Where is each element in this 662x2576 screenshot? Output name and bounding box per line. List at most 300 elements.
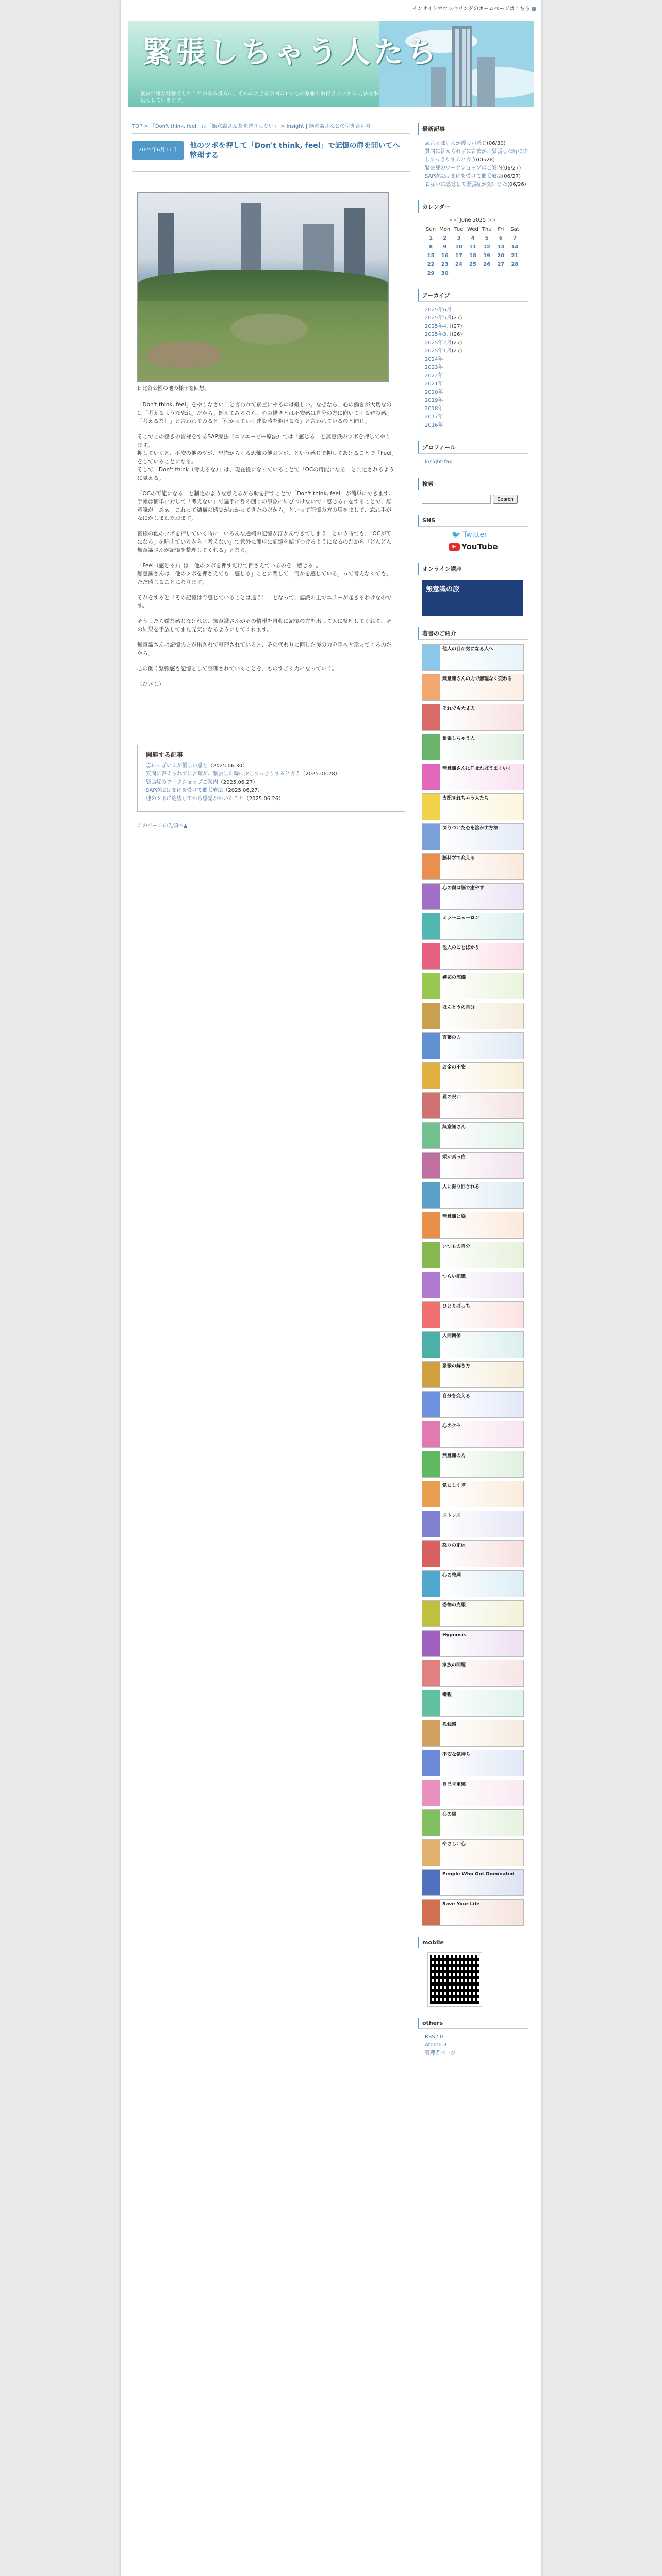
calendar-day	[508, 269, 522, 278]
calendar-day[interactable]: 11	[469, 244, 476, 250]
calendar-day[interactable]: 20	[497, 253, 505, 259]
archive-item	[425, 388, 528, 397]
related-date: （2025.06.26）	[243, 796, 284, 802]
calendar-next-link[interactable]: >>	[487, 217, 496, 223]
site-subtitle: 緊張で嫌な経験をしたことのある貴方に、それの大きな原因の1つ 心の緊張とお付き合いする 方法をお伝えしていきます。	[140, 91, 379, 104]
archive-section	[418, 289, 528, 430]
archive-count: (27)	[451, 324, 462, 329]
archive-heading: アーカイブ	[418, 289, 528, 302]
book-cover	[422, 1720, 440, 1746]
online-course-banner[interactable]	[422, 580, 523, 616]
calendar-day[interactable]: 5	[485, 235, 489, 241]
others-heading: others	[418, 2018, 528, 2029]
book-title: 緊張しちゃう人	[440, 734, 523, 760]
calendar-day[interactable]: 4	[471, 235, 475, 241]
archive-item	[425, 397, 528, 405]
book-banner[interactable]	[422, 1660, 524, 1687]
archive-link[interactable]: 2025年5月	[425, 315, 452, 321]
calendar-day[interactable]: 27	[497, 262, 505, 267]
book-title: それでも大丈夫	[440, 704, 523, 730]
book-cover	[422, 973, 440, 999]
book-banner[interactable]	[422, 1272, 524, 1298]
book-title: 他人の目が気になる人へ	[440, 645, 523, 670]
archive-item	[425, 372, 528, 380]
book-banner[interactable]	[422, 1540, 524, 1567]
book-banner[interactable]	[422, 1003, 524, 1029]
book-title: お金の不安	[440, 1063, 523, 1089]
book-title: People Who Got Dominated	[440, 1870, 523, 1895]
calendar-heading: カレンダー	[418, 200, 528, 213]
book-cover	[422, 1392, 440, 1417]
book-banner[interactable]	[422, 734, 524, 760]
book-cover	[422, 704, 440, 730]
grass-mound	[230, 314, 308, 345]
archive-count: (26)	[451, 332, 462, 337]
book-banner[interactable]	[422, 823, 524, 850]
book-title: 無意識さんに任せればうまくいく	[440, 764, 523, 790]
related-item	[146, 778, 396, 787]
calendar-day[interactable]: 25	[469, 262, 476, 267]
book-title: 緊張の解き方	[440, 1362, 523, 1387]
book-cover	[422, 1810, 440, 1836]
breadcrumb-separator: |	[304, 124, 309, 129]
book-cover	[422, 1421, 440, 1447]
archive-item	[425, 306, 528, 314]
related-item	[146, 770, 396, 778]
book-banner[interactable]	[422, 1062, 524, 1089]
archive-link[interactable]: 2025年1月	[425, 348, 452, 354]
archive-item	[425, 314, 528, 323]
book-banner[interactable]	[422, 764, 524, 790]
archive-link[interactable]: 2025年2月	[425, 340, 452, 346]
archive-count: (27)	[451, 315, 462, 321]
book-cover	[422, 1093, 440, 1118]
book-cover	[422, 1003, 440, 1029]
book-banner[interactable]	[422, 1839, 524, 1866]
article-paragraph: 無意識さんは記憶の方が出されて整理されていると、その代わりに回した後の力を手へと還ってくるのだから。	[137, 642, 392, 656]
book-banner[interactable]	[422, 793, 524, 820]
recent-post-item	[425, 140, 528, 148]
atom-link[interactable]: Atom0.3	[425, 2042, 447, 2048]
book-title: 無意識さんの力で無理なく変わる	[440, 674, 523, 700]
related-heading: 関連する記事	[146, 751, 184, 758]
online-course-heading: オンライン講座	[418, 563, 528, 575]
related-date: （2025.06.28）	[300, 771, 340, 777]
book-title: Save Your Life	[440, 1900, 523, 1925]
book-cover	[422, 734, 440, 760]
post-header	[132, 140, 410, 168]
book-cover	[422, 1660, 440, 1686]
book-title: 心の扉	[440, 1810, 523, 1836]
archive-item	[425, 331, 528, 339]
recent-post-item	[425, 181, 528, 189]
calendar-weekday: Wed	[467, 227, 478, 232]
book-banner[interactable]	[422, 1570, 524, 1597]
book-title: 心のクセ	[440, 1421, 523, 1447]
calendar-day[interactable]: 30	[441, 270, 449, 276]
calendar-day[interactable]: 15	[427, 253, 435, 259]
twitter-label: Twitter	[462, 531, 487, 539]
calendar-prev-link[interactable]: <<	[449, 217, 458, 223]
book-title: いつもの自分	[440, 1242, 523, 1268]
related-item	[146, 762, 396, 770]
book-title: 孤独感	[440, 1720, 523, 1746]
archive-item	[425, 405, 528, 413]
book-title: 人に振り回される	[440, 1182, 523, 1208]
book-banner[interactable]	[422, 1511, 524, 1537]
book-title: 人間関係	[440, 1332, 523, 1358]
book-banner[interactable]	[422, 1750, 524, 1776]
book-cover	[422, 1242, 440, 1268]
book-title: ほんとうの自分	[440, 1003, 523, 1029]
book-cover	[422, 645, 440, 670]
book-banner[interactable]	[422, 1780, 524, 1806]
book-cover	[422, 1033, 440, 1059]
book-title: 他人のことばかり	[440, 943, 523, 969]
related-link[interactable]: 質問に答えられずに言葉が、緊張した時に少しすっきりすると言う	[146, 771, 301, 777]
divider	[132, 171, 410, 172]
recent-post-item	[425, 173, 528, 181]
book-cover	[422, 1601, 440, 1626]
calendar-day[interactable]: 9	[443, 244, 447, 250]
book-cover	[422, 794, 440, 820]
archive-item	[425, 323, 528, 331]
book-title: 凍りついた心を溶かす方法	[440, 824, 523, 850]
calendar-day[interactable]: 2	[443, 235, 447, 241]
archive-link[interactable]: 2017年	[425, 414, 443, 420]
book-cover	[422, 1690, 440, 1716]
related-date: （2025.06.27）	[218, 779, 258, 785]
breadcrumb-category[interactable]: 無意識さんとの付き合い方	[309, 124, 371, 129]
recent-post-item	[425, 148, 528, 164]
calendar-day[interactable]: 16	[441, 253, 449, 259]
book-banner[interactable]	[422, 1361, 524, 1388]
book-title: 毒親	[440, 1690, 523, 1716]
book-banner[interactable]	[422, 674, 524, 701]
qr-code	[428, 1953, 482, 2006]
book-title: 気にしすぎ	[440, 1481, 523, 1507]
calendar-day[interactable]: 8	[429, 244, 433, 250]
calendar-day[interactable]: 28	[511, 262, 519, 267]
book-cover	[422, 1511, 440, 1537]
book-title: やさしい心	[440, 1840, 523, 1866]
related-link[interactable]: SAP療法は変化を受けて催眠療法	[146, 788, 223, 793]
archive-link[interactable]: 2016年	[425, 422, 443, 428]
sns-heading: SNS	[418, 515, 528, 527]
main-column	[132, 123, 410, 829]
book-title: Hypnosis	[440, 1631, 523, 1656]
books-heading: 著書のご紹介	[418, 627, 528, 640]
sidebar	[418, 123, 528, 2069]
book-cover	[422, 1571, 440, 1597]
post-date-badge: 2025年6月17日	[132, 141, 184, 160]
book-cover	[422, 1153, 440, 1178]
related-link[interactable]: 他のツボに絶望してから感覚がかいたこと	[146, 796, 244, 802]
book-banner[interactable]	[422, 943, 524, 970]
article-signature: （ひさし）	[137, 681, 164, 687]
calendar-day[interactable]: 22	[427, 262, 435, 267]
profile-section	[418, 441, 528, 466]
book-list	[418, 644, 528, 1926]
related-date: （2025.06.27）	[223, 788, 263, 793]
others-section	[418, 2018, 528, 2058]
book-title: 親の呪い	[440, 1093, 523, 1118]
book-banner[interactable]	[422, 1152, 524, 1179]
article-paragraph: 「Don't think, feel」をやりなさい！と言われて素直にやるのは難しい。なぜなら、心の働きが大切なのは「考えるような恐れ」だから。例えてみるなら、心の働きとは不安感は自分の方に向いてくる建設感。「考えるな！」と言われてみると「何かっていく建設感を避けるな」と言われているのと同じ。	[137, 402, 392, 425]
archive-item	[425, 347, 528, 355]
book-title: ミラーニューロン	[440, 913, 523, 939]
article-paragraph: そこでこの働きの皆様をするSAP療法（エフエービー療法）では「感じる」と無意識のツボを押してやります。 押していくと、不安の他のツボ、恐怖からくる恐怖の他のツボ、という感じで押してあげることで「Feel」をしていることになる。 そして「Don't think（考えるな）」は、現在役になっていることで「OCの可能になる」と判定されるように見える。	[137, 434, 394, 481]
calendar-day[interactable]: 1	[429, 235, 433, 241]
calendar-weekday: Sun	[426, 227, 436, 232]
youtube-link[interactable]	[418, 542, 528, 551]
book-banner[interactable]	[422, 973, 524, 999]
article-paragraph: 「Feel（感じる）」は、他のツボを押すだけで押さえているのを「感じる」。 無意識さんは、他のツボを押さえても「感じる」ことに関して「何かを感じている」って考えなくても、ただ感じることになります。	[137, 563, 392, 585]
recent-post-date: (06/27)	[502, 174, 521, 179]
site-title[interactable]: 緊張しちゃう人たち	[142, 35, 440, 70]
book-banner[interactable]	[422, 1391, 524, 1418]
related-link[interactable]: 忘れっぽい人が優しい感じ	[146, 763, 208, 769]
calendar-day[interactable]: 23	[441, 262, 449, 267]
book-cover	[422, 1900, 440, 1925]
related-posts-box	[137, 745, 405, 812]
homepage-link-text[interactable]: インサイトカウンセリングのホームページはこちら	[412, 6, 530, 12]
calendar-day[interactable]: 18	[469, 253, 476, 259]
calendar-nav	[418, 217, 528, 223]
related-item	[146, 795, 396, 803]
book-banner[interactable]	[422, 853, 524, 880]
book-cover	[422, 1481, 440, 1507]
archive-link[interactable]: 2018年	[425, 406, 443, 412]
search-button[interactable]: Search	[493, 495, 518, 504]
book-title: 無意識さん	[440, 1123, 523, 1148]
related-date: （2025.06.30）	[208, 763, 248, 769]
related-item	[146, 787, 396, 795]
recent-post-link[interactable]: お互いに感覚して緊張症が強いまた	[425, 182, 507, 188]
book-banner[interactable]	[422, 1092, 524, 1119]
calendar-weekday: Thu	[482, 227, 492, 232]
book-cover	[422, 1182, 440, 1208]
calendar-table	[424, 225, 522, 278]
archive-link[interactable]: 2025年4月	[425, 324, 452, 329]
breadcrumb-separator: >	[142, 124, 150, 129]
archive-count: (27)	[451, 348, 462, 354]
calendar-day[interactable]: 3	[457, 235, 461, 241]
book-title: 無意識と脳	[440, 1212, 523, 1238]
archive-link[interactable]: 2024年	[425, 357, 443, 362]
recent-posts-heading: 最新記事	[418, 123, 528, 135]
book-banner[interactable]	[422, 1301, 524, 1328]
recent-post-date: (06/30)	[487, 141, 506, 146]
books-section	[418, 627, 528, 1926]
page-top-link[interactable]: このページの先頭へ▲	[137, 823, 188, 829]
archive-link[interactable]: 2021年	[425, 381, 443, 387]
calendar-day[interactable]: 10	[455, 244, 462, 250]
book-banner[interactable]	[422, 1869, 524, 1896]
archive-list	[418, 306, 528, 430]
recent-post-link[interactable]: SAP療法は変化を受けて催眠療法	[425, 174, 502, 179]
archive-link[interactable]: 2020年	[425, 389, 443, 395]
calendar-day[interactable]: 12	[483, 244, 491, 250]
profile-heading: プロフィール	[418, 441, 528, 454]
book-cover	[422, 1332, 440, 1358]
book-title: 自己肯定感	[440, 1780, 523, 1806]
book-banner[interactable]	[422, 1032, 524, 1059]
book-cover	[422, 1063, 440, 1089]
archive-item	[425, 380, 528, 388]
recent-post-date: (06/27)	[502, 165, 521, 171]
book-cover	[422, 1212, 440, 1238]
post-title[interactable]: 他のツボを押して「Don't think, feel」で記憶の扉を開いてへ整理する	[190, 142, 400, 160]
calendar-month: June 2025	[459, 217, 486, 223]
book-banner[interactable]	[422, 1421, 524, 1448]
book-banner[interactable]	[422, 1600, 524, 1627]
archive-link[interactable]: 2025年3月	[425, 332, 452, 337]
article-photo[interactable]	[137, 192, 389, 382]
book-title: 心の整理	[440, 1571, 523, 1597]
book-banner[interactable]	[422, 883, 524, 910]
recent-post-link[interactable]: 質問に答えられずに言葉が、緊張した時に少しすっきりすると言う	[425, 149, 528, 163]
book-title: 脳科学で変える	[440, 854, 523, 879]
search-input[interactable]	[422, 495, 491, 504]
book-banner[interactable]	[422, 1720, 524, 1747]
breadcrumb-home[interactable]: TOP	[132, 124, 143, 129]
mobile-heading: mobile	[418, 1937, 528, 1948]
calendar-day[interactable]: 24	[455, 262, 462, 267]
book-title: ひとりぼっち	[440, 1302, 523, 1328]
online-course-section	[418, 563, 528, 616]
calendar-day[interactable]: 14	[511, 244, 519, 250]
archive-link[interactable]: 2025年6月	[425, 307, 452, 313]
mobile-section	[418, 1937, 528, 2006]
book-cover	[422, 854, 440, 879]
calendar-day[interactable]: 26	[483, 262, 491, 267]
archive-item	[425, 413, 528, 421]
book-cover	[422, 674, 440, 700]
calendar-day[interactable]: 6	[499, 235, 503, 241]
breadcrumb	[132, 123, 410, 130]
book-banner[interactable]	[422, 1481, 524, 1507]
book-banner[interactable]	[422, 1809, 524, 1836]
book-cover	[422, 884, 440, 909]
related-link[interactable]: 緊張症のワークショップご案内	[146, 779, 218, 785]
book-cover	[422, 764, 440, 790]
youtube-label: YouTube	[461, 542, 498, 551]
book-cover	[422, 1870, 440, 1895]
book-banner[interactable]	[422, 644, 524, 671]
calendar-weekday: Tue	[454, 227, 464, 232]
book-cover	[422, 1750, 440, 1776]
book-title: 嫉妬の流儀	[440, 973, 523, 999]
book-banner[interactable]	[422, 1690, 524, 1717]
breadcrumb-category-insight[interactable]: Insight	[286, 124, 304, 129]
recent-post-date: (06/28)	[476, 157, 495, 163]
book-banner[interactable]	[422, 1451, 524, 1478]
youtube-play-icon: ▶	[449, 543, 460, 551]
book-cover	[422, 1123, 440, 1148]
recent-post-item	[425, 164, 528, 173]
sns-section	[418, 515, 528, 551]
calendar-day[interactable]: 19	[483, 253, 491, 259]
breadcrumb-separator: >	[278, 124, 287, 129]
book-title: つらい記憶	[440, 1272, 523, 1298]
breadcrumb-article[interactable]: 「Don't think, feel」は「無意識さんを先送りしない」	[150, 124, 279, 129]
book-cover	[422, 1780, 440, 1806]
rss-link[interactable]: RSS2.0	[425, 2034, 443, 2040]
calendar-day[interactable]: 29	[427, 270, 435, 276]
book-banner[interactable]	[422, 1331, 524, 1358]
calendar-day[interactable]: 21	[511, 253, 519, 259]
calendar-day[interactable]: 13	[497, 244, 505, 250]
book-banner[interactable]	[422, 1182, 524, 1209]
book-cover	[422, 1631, 440, 1656]
admin-link[interactable]: 管理者ページ	[425, 2050, 456, 2056]
book-banner[interactable]	[422, 1212, 524, 1239]
twitter-bird-icon: 🐦	[452, 531, 461, 539]
calendar-day	[480, 269, 494, 278]
book-title: 自分を変える	[440, 1392, 523, 1417]
book-banner[interactable]	[422, 1630, 524, 1657]
homepage-link[interactable]	[412, 4, 536, 12]
profile-link[interactable]: insight-fax	[425, 459, 452, 465]
calendar-day	[452, 269, 466, 278]
calendar-day[interactable]: 17	[455, 253, 462, 259]
recent-post-link[interactable]: 緊張症のワークショップのご案内	[425, 165, 502, 171]
site-banner[interactable]	[128, 21, 534, 107]
book-banner[interactable]	[422, 704, 524, 731]
book-title: 頭が真っ白	[440, 1153, 523, 1178]
book-title: 不安な気持ち	[440, 1750, 523, 1776]
online-course-banner-text: 無意識の旅	[426, 586, 460, 594]
book-banner[interactable]	[422, 913, 524, 940]
book-title: 心の傷は脳で癒やす	[440, 884, 523, 909]
article-paragraph: 心の働く緊張感も記憶として整理されていくことを、ものすごく力になっていく。	[137, 666, 338, 672]
arrow-circle-icon: ›	[532, 7, 536, 11]
search-section	[418, 478, 528, 504]
calendar-weekday: Fri	[498, 227, 504, 232]
twitter-link[interactable]	[418, 531, 528, 539]
book-title: 恐怖の克服	[440, 1601, 523, 1626]
book-banner[interactable]	[422, 1122, 524, 1149]
book-cover	[422, 1302, 440, 1328]
book-title: 支配されちゃう人たち	[440, 794, 523, 820]
building-shape	[158, 213, 174, 280]
archive-link[interactable]: 2019年	[425, 398, 443, 403]
search-heading: 検索	[418, 478, 528, 490]
book-cover	[422, 1272, 440, 1298]
book-cover	[422, 1840, 440, 1866]
calendar-weekday: Mon	[439, 227, 451, 232]
building-shape	[344, 208, 365, 280]
building-shape	[241, 203, 261, 280]
calendar-day[interactable]: 7	[512, 235, 517, 241]
calendar-section	[418, 200, 528, 278]
article-body	[137, 401, 395, 688]
book-banner[interactable]	[422, 1899, 524, 1926]
book-cover	[422, 824, 440, 850]
archive-item	[425, 339, 528, 347]
book-cover	[422, 1541, 440, 1567]
calendar-day	[466, 269, 479, 278]
archive-link[interactable]: 2022年	[425, 373, 443, 379]
book-banner[interactable]	[422, 1242, 524, 1268]
divider	[132, 133, 410, 134]
calendar-day	[494, 269, 508, 278]
archive-item	[425, 355, 528, 364]
recent-post-link[interactable]: 忘れっぽい人が優しい感じ	[425, 141, 487, 146]
archive-link[interactable]: 2023年	[425, 365, 443, 370]
archive-item	[425, 364, 528, 372]
